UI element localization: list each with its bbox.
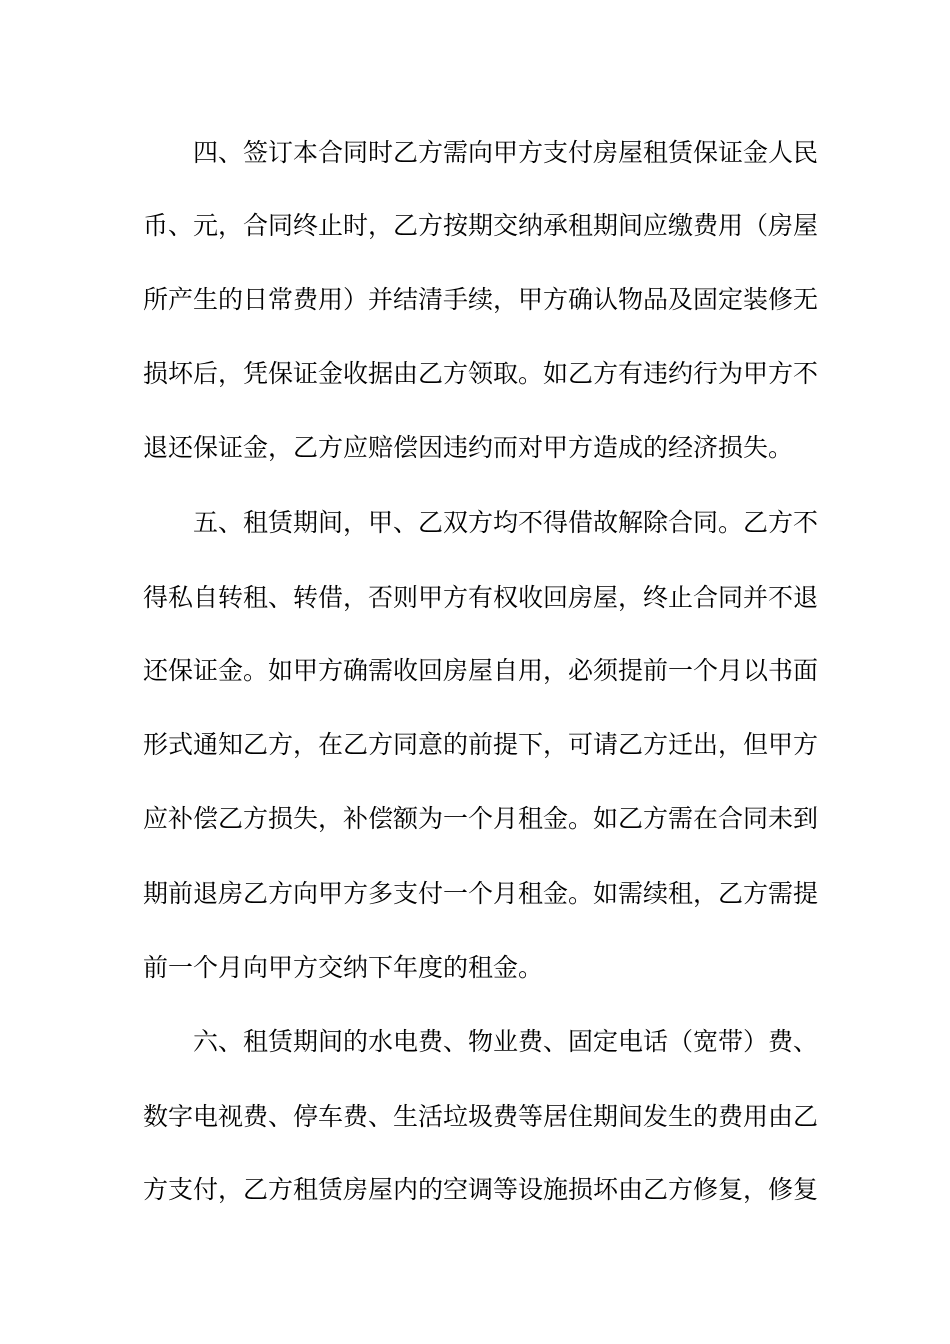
- clause-5-line-4: 形式通知乙方，在乙方同意的前提下，可请乙方迁出，但甲方: [143, 730, 819, 759]
- clause-4-line-2: 币、元，合同终止时，乙方按期交纳承租期间应缴费用（房屋: [143, 211, 819, 240]
- clause-4-line-5: 退还保证金，乙方应赔偿因违约而对甲方造成的经济损失。: [143, 433, 794, 462]
- clause-4-line-4: 损坏后，凭保证金收据由乙方领取。如乙方有违约行为甲方不: [143, 359, 819, 388]
- clause-5-line-5: 应补偿乙方损失，补偿额为一个月租金。如乙方需在合同未到: [143, 804, 819, 833]
- clause-5-line-6: 期前退房乙方向甲方多支付一个月租金。如需续租，乙方需提: [143, 879, 819, 908]
- clause-5-line-7: 前一个月向甲方交纳下年度的租金。: [143, 953, 544, 982]
- clause-5-line-3: 还保证金。如甲方确需收回房屋自用，必须提前一个月以书面: [143, 656, 819, 685]
- clause-5-line-2: 得私自转租、转借，否则甲方有权收回房屋，终止合同并不退: [143, 583, 819, 612]
- clause-4-line-1: 四、签订本合同时乙方需向甲方支付房屋租赁保证金人民: [193, 138, 819, 167]
- clause-4-line-3: 所产生的日常费用）并结清手续，甲方确认物品及固定装修无: [143, 285, 819, 314]
- clause-6-line-2: 数字电视费、停车费、生活垃圾费等居住期间发生的费用由乙: [143, 1102, 819, 1131]
- clause-6-line-3: 方支付，乙方租赁房屋内的空调等设施损坏由乙方修复，修复: [143, 1175, 819, 1204]
- clause-5-line-1: 五、租赁期间，甲、乙双方均不得借故解除合同。乙方不: [193, 508, 819, 537]
- clause-6-line-1: 六、租赁期间的水电费、物业费、固定电话（宽带）费、: [193, 1027, 819, 1056]
